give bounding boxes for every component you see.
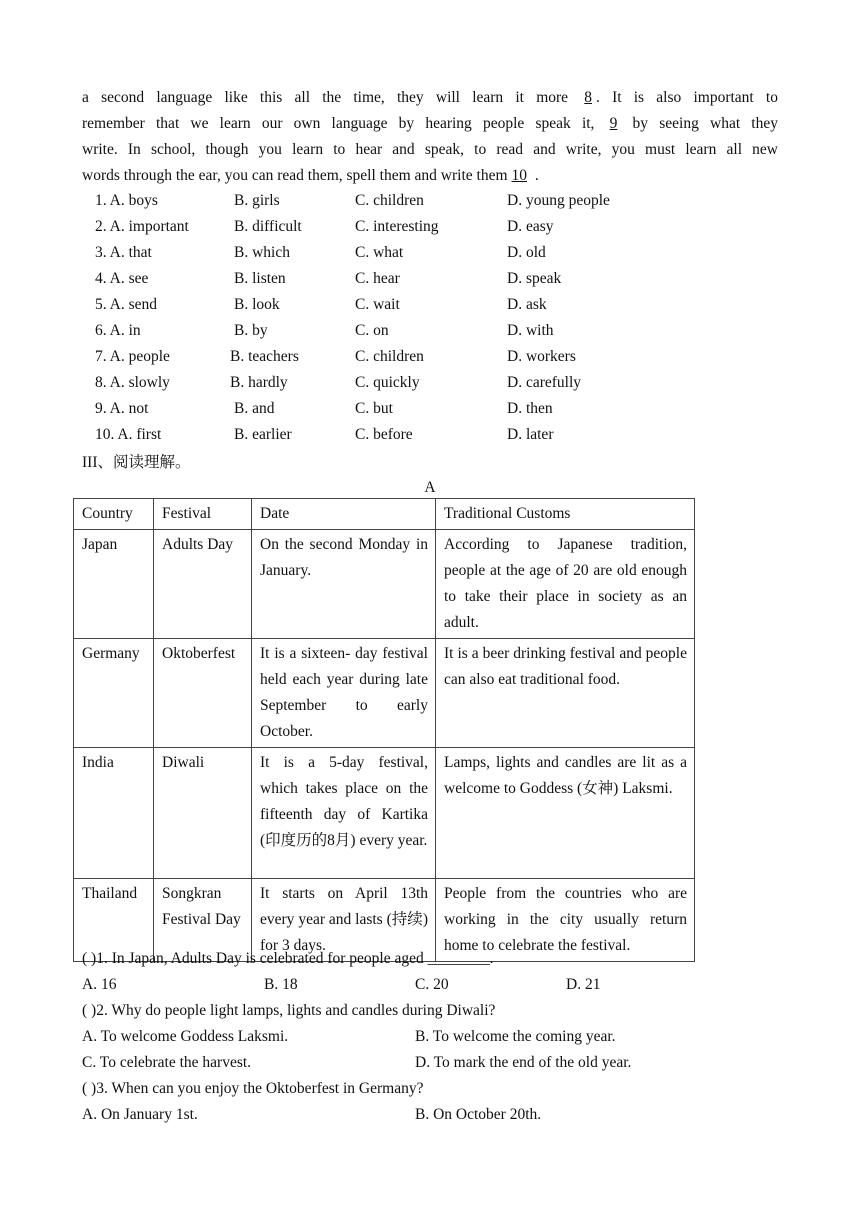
cell-date: It is a 5-day festival, which takes place on the fifteenth day of Kartika (印度历的8月) every year. [252, 748, 436, 879]
option-d: D. carefully [507, 374, 582, 391]
option-c: C. hear [355, 270, 400, 287]
answer-option: C. To celebrate the harvest. [82, 1054, 252, 1071]
question-stem: ( )3. When can you enjoy the Oktoberfest in Germany? [82, 1080, 424, 1097]
passage-line: remember that we learn our own language by hearing people speak it, 9 by seeing what they [82, 115, 778, 132]
option-a: 6. A. in [95, 322, 141, 339]
table-row [74, 748, 695, 879]
option-a: 1. A. boys [95, 192, 158, 209]
cell-festival: Songkran Festival Day [154, 879, 252, 962]
cell-festival: Oktoberfest [154, 639, 252, 748]
passage-line: a second language like this all the time, they will learn it more 8 . It is also important to [82, 89, 778, 106]
passage-line: words through the ear, you can read them, spell them and write them 10 . [82, 167, 539, 184]
cell-customs: According to Japanese tradition, people at the age of 20 are old enough to take their place in society as an adult. [436, 530, 695, 639]
option-a: 5. A. send [95, 296, 157, 313]
blank-9: 9 [609, 115, 618, 132]
option-d: D. workers [507, 348, 576, 365]
option-c: C. what [355, 244, 404, 261]
option-a: 9. A. not [95, 400, 149, 417]
section-heading: III、阅读理解。 [82, 454, 191, 471]
option-a: 10. A. first [95, 426, 162, 443]
cell-country: Japan [74, 530, 154, 639]
option-d: D. with [507, 322, 554, 339]
option-c: C. children [355, 192, 424, 209]
answer-option: A. 16 [82, 976, 117, 993]
option-d: D. ask [507, 296, 547, 313]
option-b: B. girls [234, 192, 280, 209]
header-country: Country [74, 499, 154, 530]
option-a: 4. A. see [95, 270, 149, 287]
option-b: B. and [234, 400, 275, 417]
table-row [74, 530, 695, 639]
option-b: B. look [234, 296, 280, 313]
cell-customs: It is a beer drinking festival and people can also eat traditional food. [436, 639, 695, 748]
answer-option: D. To mark the end of the old year. [415, 1054, 632, 1071]
option-d: D. later [507, 426, 554, 443]
cloze-passage [82, 85, 778, 189]
option-b: B. by [234, 322, 268, 339]
cell-customs: People from the countries who are working in the city usually return home to celebrate the festival. [436, 879, 695, 962]
answer-option: C. 20 [415, 976, 449, 993]
cell-festival: Diwali [154, 748, 252, 879]
option-b: B. earlier [234, 426, 292, 443]
cell-festival: Adults Day [154, 530, 252, 639]
cell-customs: Lamps, lights and candles are lit as a welcome to Goddess (女神) Laksmi. [436, 748, 695, 879]
option-c: C. interesting [355, 218, 439, 235]
option-a: 2. A. important [95, 218, 189, 235]
option-d: D. easy [507, 218, 554, 235]
table-row [74, 639, 695, 748]
option-b: B. hardly [230, 374, 288, 391]
question-stem: ( )2. Why do people light lamps, lights and candles during Diwali? [82, 1002, 496, 1019]
option-b: B. which [234, 244, 290, 261]
answer-option: B. To welcome the coming year. [415, 1028, 616, 1045]
option-d: D. then [507, 400, 553, 417]
header-festival: Festival [154, 499, 252, 530]
festival-table [73, 498, 695, 962]
option-c: C. quickly [355, 374, 420, 391]
option-b: B. teachers [230, 348, 299, 365]
blank-10: 10 [511, 167, 528, 184]
option-c: C. on [355, 322, 389, 339]
option-a: 8. A. slowly [95, 374, 170, 391]
option-a: 3. A. that [95, 244, 152, 261]
cell-date: It is a sixteen- day festival held each year during late September to early October. [252, 639, 436, 748]
option-b: B. listen [234, 270, 286, 287]
answer-option: B. 18 [264, 976, 298, 993]
option-c: C. wait [355, 296, 400, 313]
passage-label: A [424, 479, 436, 496]
option-d: D. young people [507, 192, 610, 209]
option-c: C. but [355, 400, 393, 417]
header-customs: Traditional Customs [436, 499, 695, 530]
answer-option: D. 21 [566, 976, 601, 993]
header-date: Date [252, 499, 436, 530]
option-d: D. old [507, 244, 546, 261]
cell-date: On the second Monday in January. [252, 530, 436, 639]
answer-option: A. On January 1st. [82, 1106, 198, 1123]
option-b: B. difficult [234, 218, 302, 235]
blank-8: 8 [584, 89, 592, 106]
option-c: C. children [355, 348, 424, 365]
answer-option: B. On October 20th. [415, 1106, 542, 1123]
option-d: D. speak [507, 270, 562, 287]
cell-country: India [74, 748, 154, 879]
passage-line: write. In school, though you learn to hear and speak, to read and write, you must learn all new [82, 141, 778, 158]
cell-country: Germany [74, 639, 154, 748]
answer-option: A. To welcome Goddess Laksmi. [82, 1028, 289, 1045]
cell-country: Thailand [74, 879, 154, 962]
cell-date: It starts on April 13th every year and lasts (持续) for 3 days. [252, 879, 436, 962]
option-c: C. before [355, 426, 413, 443]
option-a: 7. A. people [95, 348, 170, 365]
table-header-row [74, 499, 695, 530]
question-stem: ( )1. In Japan, Adults Day is celebrated for people aged ________. [82, 950, 494, 967]
